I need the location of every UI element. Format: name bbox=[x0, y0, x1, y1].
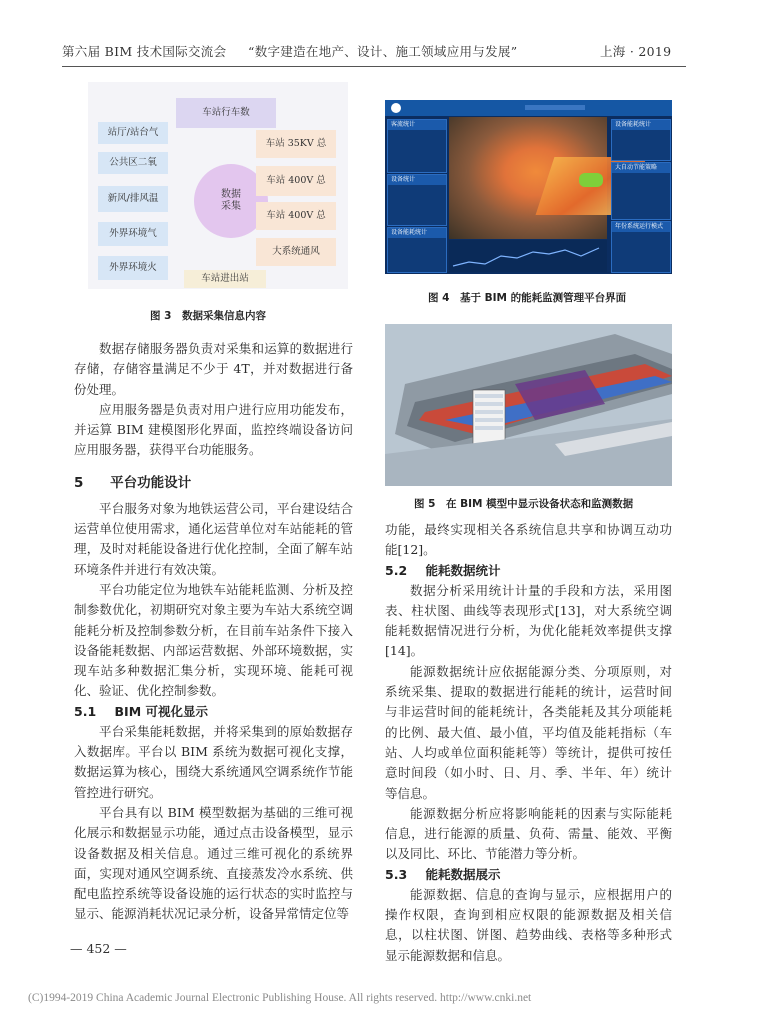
fig3-left-item: 新风/排风温 bbox=[98, 186, 168, 212]
fig4-logo-text bbox=[405, 103, 443, 112]
section-5-1-heading: 5.1 BIM 可视化显示 bbox=[74, 703, 208, 719]
figure-5-caption: 图 5 在 BIM 模型中显示设备状态和监测数据 bbox=[414, 498, 634, 510]
paragraph: 数据存储服务器负责对采集和运算的数据进行存储，存储容量满足不少于 4T，并对数据进行备份处理。 bbox=[74, 341, 353, 397]
fig4-trend-chart bbox=[449, 240, 607, 272]
paragraph: 平台服务对象为地铁运营公司，平台建设结合运营单位使用需求，通化运营单位对车站能耗的管理，及时对耗能设备进行优化控制，全面了解车站环境条件并进行有效决策。 bbox=[74, 500, 353, 577]
fig3-right-item: 车站 400V 总 bbox=[256, 166, 336, 196]
fig3-title-box: 车站行车数 bbox=[176, 98, 276, 128]
fig3-left-item: 公共区二氧 bbox=[98, 152, 168, 174]
fig3-right-item: 车站 400V 总 bbox=[256, 202, 336, 230]
page-number: — 452 — bbox=[70, 941, 127, 956]
fig4-panel: 大自动节能策略 bbox=[611, 162, 671, 220]
paragraph: 能源数据统计应依据能源分类、分项原则，对系统采集、提取的数据进行能耗的统计，运营时间与非运营时间的能耗统计，各类能耗及其分项能耗的比例、最大值、最小值，平均值及能耗指标（车站、人均或单位面积能耗等）等统计，提供可按任意时间段（如小时、日、月、季、半年、年）统计等信息。 bbox=[385, 663, 672, 801]
fig4-panel: 设备统计 bbox=[387, 174, 447, 226]
figure-5-screenshot bbox=[385, 324, 672, 486]
paragraph: 平台采集能耗数据，并将采集到的原始数据存入数据库。平台以 BIM 系统为数据可视化支撑，数据运算为核心，围绕大系统通风空调系统作节能管控进行研究。 bbox=[74, 723, 353, 800]
fig3-center-node: 数据 采集 bbox=[194, 164, 268, 238]
paragraph: 平台功能定位为地铁车站能耗监测、分析及控制参数优化，初期研究对象主要为车站大系统空调能耗分析及控制参数分析，在目前车站条件下接入设备能耗数据、内部运营数据、外部环境数据，实现车站多种数据汇集分析，实现环境、能耗可视化、验证、优化控制参数。 bbox=[74, 581, 353, 699]
fig4-panel: 客流统计 bbox=[387, 119, 447, 173]
copyright-footer: (C)1994-2019 China Academic Journal Electronic Publishing House. All rights reserved. http://www.cnki.net bbox=[28, 992, 532, 1004]
figure-3 bbox=[88, 82, 348, 289]
fig3-right-item: 大系统通风 bbox=[256, 238, 336, 266]
header-location: 上海 · 2019 bbox=[600, 44, 672, 59]
section-5-2-heading: 5.2 能耗数据统计 bbox=[385, 562, 501, 578]
fig4-panel: 设备能耗统计 bbox=[611, 119, 671, 161]
header-conference: 第六届 BIM 技术国际交流会 bbox=[62, 44, 227, 59]
fig4-logo-icon bbox=[391, 103, 401, 113]
fig3-left-item: 站厅/站台气 bbox=[98, 122, 168, 144]
paragraph: 能源数据分析应将影响能耗的因素与实际能耗信息，进行能源的质量、负荷、需量、能效、平衡以及同比、环比、节能潜力等分析。 bbox=[385, 805, 672, 862]
fig3-right-item: 车站 35KV 总 bbox=[256, 130, 336, 158]
header-theme: “数字建造在地产、设计、施工领域应用与发展” bbox=[248, 44, 518, 59]
fig4-bim-render bbox=[449, 117, 607, 239]
paragraph: 应用服务器是负责对用户进行应用功能发布，并运算 BIM 建模图形化界面，监控终端设备访问应用服务器，获得平台功能服务。 bbox=[74, 401, 353, 458]
figure-4-caption: 图 4 基于 BIM 的能耗监测管理平台界面 bbox=[428, 292, 627, 304]
paragraph: 数据分析采用统计计量的手段和方法，采用图表、柱状图、曲线等表现形式[13]，对大系统空调能耗数据情况进行分析，为优化能耗效率提供支撑[14]。 bbox=[385, 582, 672, 659]
header-rule bbox=[62, 66, 686, 67]
paragraph: 能源数据、信息的查询与显示，应根据用户的操作权限，查询到相应权限的能源数据及相关信息，以柱状图、饼图、趋势曲线、表格等多种形式显示能源数据和信息。 bbox=[385, 886, 672, 963]
fig4-tabs bbox=[525, 105, 585, 110]
right-column bbox=[385, 520, 672, 966]
paragraph: 功能，最终实现相关各系统信息共享和协调互动功能[12]。 bbox=[385, 522, 672, 558]
section-5-heading: 5 平台功能设计 bbox=[74, 474, 192, 491]
figure-3-caption: 图 3 数据采集信息内容 bbox=[150, 310, 266, 322]
fig4-heatmap-spot bbox=[579, 173, 603, 187]
fig3-left-item: 外界环境气 bbox=[98, 222, 168, 246]
left-column bbox=[74, 339, 353, 925]
figure-4-screenshot bbox=[385, 100, 672, 274]
fig4-panel: 设备能耗统计 bbox=[387, 227, 447, 273]
fig4-trend-svg bbox=[449, 240, 607, 272]
fig4-topbar bbox=[385, 100, 672, 116]
paragraph: 平台具有以 BIM 模型数据为基础的三维可视化展示和数据显示功能，通过点击设备模型，显示设备数据及相关信息。通过三维可视化的系统界面，实现对通风空调系统、直接蒸发冷水系统、供配电监控系统等设备设施的运行状态的实时监控与显示、能源消耗状况记录分析，设备异常情定位等 bbox=[74, 804, 353, 922]
fig4-panel: 年份系统运行模式 bbox=[611, 221, 671, 273]
fig3-bottom-box: 车站进出站 bbox=[184, 270, 266, 288]
fig3-left-item: 外界环境火 bbox=[98, 256, 168, 280]
fig5-bim-model-render bbox=[385, 324, 672, 486]
section-5-3-heading: 5.3 能耗数据展示 bbox=[385, 866, 501, 882]
